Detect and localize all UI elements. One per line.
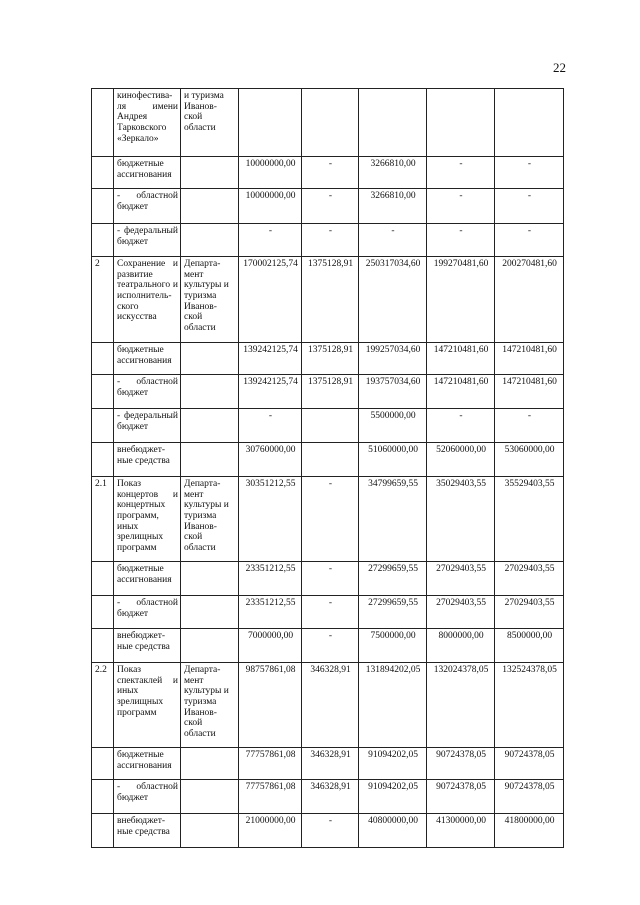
value-cell: - <box>359 224 427 257</box>
value-cell: - <box>239 409 302 443</box>
value-cell: - <box>302 562 359 596</box>
value-cell: - <box>302 224 359 257</box>
row-index <box>92 224 114 257</box>
executor: Департа- мент культуры и туризма Иванов- ской области <box>181 257 239 343</box>
item-name: бюджетные ассигнования <box>114 748 181 780</box>
value-cell <box>239 89 302 157</box>
value-cell: 27029403,55 <box>495 596 564 629</box>
value-cell: 30760000,00 <box>239 443 302 477</box>
page-number: 22 <box>553 60 566 75</box>
item-name: Показ спектаклей и иных зрелищных программ <box>114 663 181 748</box>
value-cell: - <box>302 596 359 629</box>
row-index <box>92 748 114 780</box>
value-cell: 200270481,60 <box>495 257 564 343</box>
value-cell: 193757034,60 <box>359 375 427 409</box>
value-cell: 8000000,00 <box>427 629 495 663</box>
item-name: - федеральный бюджет <box>114 224 181 257</box>
value-cell: 199270481,60 <box>427 257 495 343</box>
table-row <box>92 596 564 629</box>
executor <box>181 814 239 848</box>
value-cell: - <box>495 224 564 257</box>
value-cell: 8500000,00 <box>495 629 564 663</box>
value-cell: 90724378,05 <box>495 748 564 780</box>
value-cell: 51060000,00 <box>359 443 427 477</box>
value-cell: - <box>495 409 564 443</box>
table-row <box>92 663 564 748</box>
row-index <box>92 157 114 189</box>
value-cell <box>302 89 359 157</box>
value-cell: 90724378,05 <box>495 780 564 814</box>
executor: Департа- мент культуры и туризма Иванов- ской области <box>181 477 239 562</box>
value-cell: - <box>302 189 359 224</box>
item-name: внебюджет- ные средства <box>114 814 181 848</box>
item-name: бюджетные ассигнования <box>114 562 181 596</box>
value-cell: 147210481,60 <box>427 375 495 409</box>
budget-table <box>91 88 564 848</box>
value-cell: 77757861,08 <box>239 780 302 814</box>
value-cell: 147210481,60 <box>495 375 564 409</box>
value-cell: - <box>495 157 564 189</box>
item-name: - областной бюджет <box>114 596 181 629</box>
value-cell: 7000000,00 <box>239 629 302 663</box>
executor: и туризма Иванов- ской области <box>181 89 239 157</box>
value-cell: 346328,91 <box>302 663 359 748</box>
value-cell: 34799659,55 <box>359 477 427 562</box>
item-name: кинофестива- ля имени Андрея Тарковского «Зеркало» <box>114 89 181 157</box>
value-cell: 7500000,00 <box>359 629 427 663</box>
value-cell: 52060000,00 <box>427 443 495 477</box>
value-cell: 90724378,05 <box>427 780 495 814</box>
item-name: - областной бюджет <box>114 189 181 224</box>
value-cell: 132524378,05 <box>495 663 564 748</box>
table-row <box>92 443 564 477</box>
value-cell: - <box>495 189 564 224</box>
value-cell: 23351212,55 <box>239 596 302 629</box>
table-row <box>92 814 564 848</box>
item-name: - областной бюджет <box>114 780 181 814</box>
value-cell: 23351212,55 <box>239 562 302 596</box>
value-cell <box>495 89 564 157</box>
value-cell: - <box>427 224 495 257</box>
value-cell: 139242125,74 <box>239 343 302 375</box>
value-cell: 27029403,55 <box>427 596 495 629</box>
executor <box>181 189 239 224</box>
item-name: - федеральный бюджет <box>114 409 181 443</box>
executor <box>181 780 239 814</box>
value-cell: 41800000,00 <box>495 814 564 848</box>
item-name: Показ концертов и концертных программ, иных зрелищных программ <box>114 477 181 562</box>
table-row <box>92 375 564 409</box>
item-name: бюджетные ассигнования <box>114 157 181 189</box>
executor <box>181 343 239 375</box>
value-cell: 53060000,00 <box>495 443 564 477</box>
value-cell: - <box>427 157 495 189</box>
row-index <box>92 562 114 596</box>
value-cell: 27299659,55 <box>359 596 427 629</box>
value-cell: 30351212,55 <box>239 477 302 562</box>
value-cell: 199257034,60 <box>359 343 427 375</box>
row-index <box>92 596 114 629</box>
row-index <box>92 189 114 224</box>
table-row <box>92 562 564 596</box>
value-cell: 21000000,00 <box>239 814 302 848</box>
value-cell <box>359 89 427 157</box>
value-cell: 5500000,00 <box>359 409 427 443</box>
value-cell: 91094202,05 <box>359 748 427 780</box>
value-cell: 40800000,00 <box>359 814 427 848</box>
row-index <box>92 375 114 409</box>
value-cell: - <box>302 157 359 189</box>
value-cell: 1375128,91 <box>302 343 359 375</box>
item-name: внебюджет- ные средства <box>114 443 181 477</box>
executor <box>181 375 239 409</box>
value-cell: 90724378,05 <box>427 748 495 780</box>
executor <box>181 409 239 443</box>
value-cell: 139242125,74 <box>239 375 302 409</box>
value-cell: 91094202,05 <box>359 780 427 814</box>
value-cell: - <box>302 814 359 848</box>
value-cell: 1375128,91 <box>302 375 359 409</box>
item-name: - областной бюджет <box>114 375 181 409</box>
table-row <box>92 409 564 443</box>
item-name: внебюджет- ные средства <box>114 629 181 663</box>
executor <box>181 224 239 257</box>
executor <box>181 748 239 780</box>
row-index <box>92 814 114 848</box>
value-cell: 27299659,55 <box>359 562 427 596</box>
executor <box>181 596 239 629</box>
row-index <box>92 343 114 375</box>
item-name: Сохранение и развитие театрального и исполнитель- ского искусства <box>114 257 181 343</box>
executor: Департа- мент культуры и туризма Иванов- ской области <box>181 663 239 748</box>
row-index <box>92 629 114 663</box>
table-row <box>92 477 564 562</box>
executor <box>181 443 239 477</box>
value-cell: 35529403,55 <box>495 477 564 562</box>
executor <box>181 562 239 596</box>
value-cell: 250317034,60 <box>359 257 427 343</box>
value-cell: 10000000,00 <box>239 157 302 189</box>
value-cell: 35029403,55 <box>427 477 495 562</box>
row-index <box>92 89 114 157</box>
value-cell: 131894202,05 <box>359 663 427 748</box>
value-cell: - <box>302 629 359 663</box>
value-cell: - <box>302 477 359 562</box>
value-cell <box>427 89 495 157</box>
value-cell: 132024378,05 <box>427 663 495 748</box>
row-index: 2.1 <box>92 477 114 562</box>
table-row <box>92 343 564 375</box>
value-cell: - <box>239 224 302 257</box>
value-cell: 10000000,00 <box>239 189 302 224</box>
value-cell: 346328,91 <box>302 780 359 814</box>
value-cell: - <box>427 189 495 224</box>
executor <box>181 629 239 663</box>
table-row <box>92 780 564 814</box>
value-cell: 147210481,60 <box>495 343 564 375</box>
value-cell: 41300000,00 <box>427 814 495 848</box>
row-index: 2.2 <box>92 663 114 748</box>
value-cell: 77757861,08 <box>239 748 302 780</box>
value-cell: 98757861,08 <box>239 663 302 748</box>
value-cell: 346328,91 <box>302 748 359 780</box>
value-cell <box>302 409 359 443</box>
value-cell: 27029403,55 <box>495 562 564 596</box>
value-cell: 3266810,00 <box>359 157 427 189</box>
value-cell: 3266810,00 <box>359 189 427 224</box>
table-row <box>92 89 564 157</box>
value-cell: 27029403,55 <box>427 562 495 596</box>
executor <box>181 157 239 189</box>
value-cell <box>302 443 359 477</box>
table-row <box>92 629 564 663</box>
row-index <box>92 443 114 477</box>
row-index <box>92 409 114 443</box>
table-row <box>92 157 564 189</box>
table-row <box>92 224 564 257</box>
value-cell: - <box>427 409 495 443</box>
row-index: 2 <box>92 257 114 343</box>
item-name: бюджетные ассигнования <box>114 343 181 375</box>
table-row <box>92 257 564 343</box>
value-cell: 1375128,91 <box>302 257 359 343</box>
table-row <box>92 189 564 224</box>
value-cell: 170002125,74 <box>239 257 302 343</box>
value-cell: 147210481,60 <box>427 343 495 375</box>
table-row <box>92 748 564 780</box>
row-index <box>92 780 114 814</box>
